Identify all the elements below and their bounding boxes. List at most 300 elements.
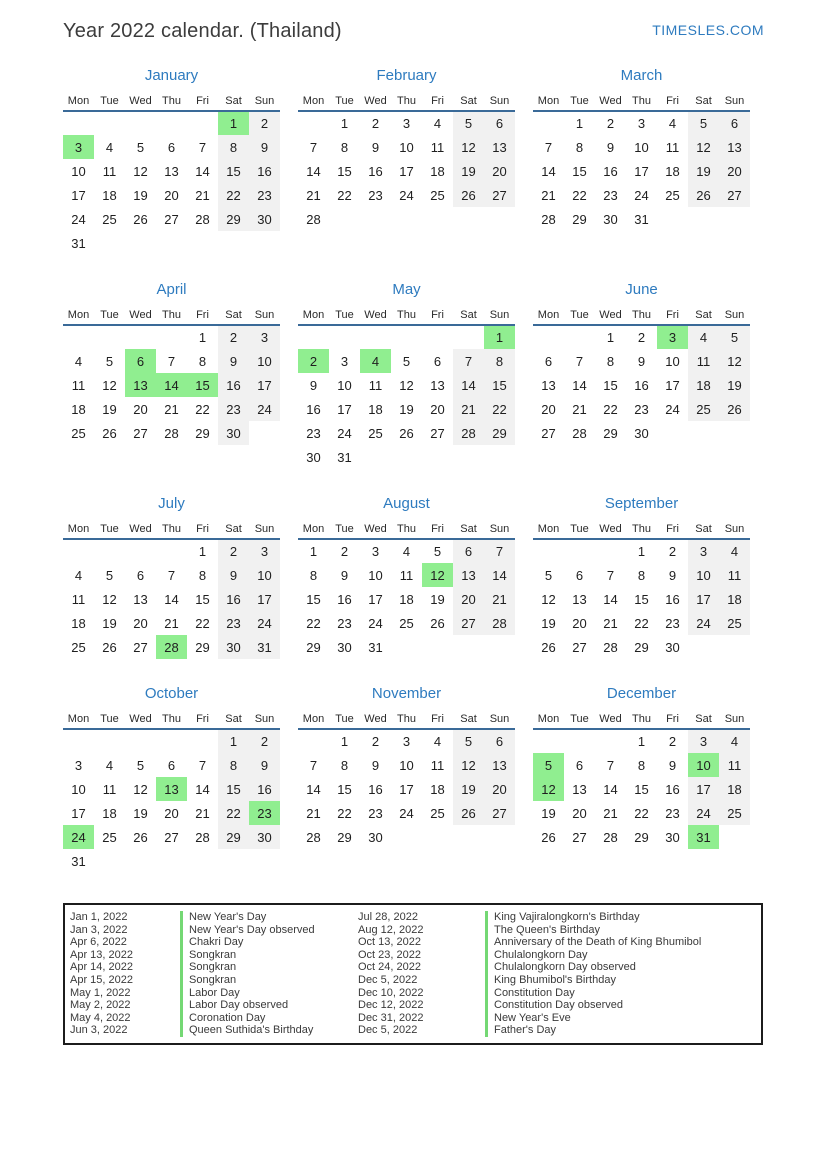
empty-cell [329,207,360,231]
day-cell: 23 [665,805,680,821]
empty-cell [453,207,484,231]
month-title[interactable]: July [158,495,185,512]
day-header: Sat [218,305,249,325]
month-grid [298,709,515,849]
page-header [63,16,764,43]
day-cell: 16 [218,373,249,397]
day-cell: 7 [484,539,515,563]
day-cell: 15 [337,163,352,179]
day-cell: 3 [657,325,688,349]
day-cell: 29 [195,639,210,655]
empty-cell [719,421,750,445]
day-cell: 9 [340,567,349,583]
day-cell: 7 [606,567,615,583]
day-cell: 1 [340,734,349,749]
day-cell: 8 [340,757,349,773]
month-grid [298,519,515,659]
day-cell: 26 [399,425,414,441]
empty-cell [391,825,422,849]
day-cell: 10 [688,753,719,777]
day-cell: 2 [218,325,249,349]
month-grid [533,91,750,231]
day-cell: 1 [218,729,249,753]
empty-cell [422,207,453,231]
day-header: Fri [422,519,453,539]
day-cell: 6 [484,729,515,753]
day-cell: 14 [453,373,484,397]
day-cell: 27 [572,639,587,655]
empty-cell [595,539,626,563]
day-cell: 25 [719,611,750,635]
day-header: Thu [391,519,422,539]
day-cell: 3 [74,757,83,773]
day-cell: 24 [337,425,352,441]
day-cell: 1 [309,544,318,559]
empty-cell [156,849,187,873]
day-cell: 9 [637,353,646,369]
day-cell: 14 [484,563,515,587]
day-cell: 12 [533,777,564,801]
empty-cell [719,635,750,659]
day-cell: 20 [133,615,148,631]
month-grid [533,709,750,849]
month-grid [298,305,515,469]
empty-cell [187,111,218,135]
day-cell: 14 [195,163,210,179]
day-cell: 2 [637,330,646,345]
day-header: Thu [626,91,657,111]
day-cell: 21 [306,805,321,821]
day-cell: 4 [402,544,411,559]
month-title[interactable]: September [604,495,679,512]
day-cell: 29 [484,421,515,445]
day-cell: 4 [74,353,83,369]
day-cell: 19 [102,615,117,631]
holiday-name: Constitution Day observed [485,999,761,1012]
holiday-name: Queen Suthida's Birthday [180,1024,358,1037]
day-cell: 6 [575,567,584,583]
day-cell: 22 [306,615,321,631]
day-header: Wed [595,709,626,729]
day-cell: 26 [133,211,148,227]
day-header: Mon [533,91,564,111]
day-cell: 26 [688,183,719,207]
day-header: Mon [63,305,94,325]
month-grid [63,519,280,659]
day-header: Thu [156,305,187,325]
months-grid [63,67,764,873]
month-september [533,495,750,659]
day-cell: 16 [249,777,280,801]
day-header: Fri [422,305,453,325]
day-header: Sat [688,519,719,539]
day-cell: 18 [71,615,86,631]
day-cell: 30 [603,211,618,227]
month-title[interactable]: November [371,685,442,702]
day-cell: 29 [634,639,649,655]
day-cell: 9 [371,139,380,155]
holiday-name: Anniversary of the Death of King Bhumibol [485,936,761,949]
day-cell: 19 [453,777,484,801]
day-cell: 4 [668,116,677,131]
day-cell: 11 [688,349,719,373]
day-cell: 4 [719,729,750,753]
day-cell: 8 [340,139,349,155]
day-cell: 12 [541,591,556,607]
day-cell: 13 [484,753,515,777]
month-title[interactable]: April [156,281,187,298]
month-title[interactable]: February [376,67,437,84]
day-cell: 10 [688,563,719,587]
day-cell: 18 [102,187,117,203]
day-cell: 10 [399,139,414,155]
empty-cell [564,729,595,753]
empty-cell [125,111,156,135]
day-cell: 30 [634,425,649,441]
day-header: Sun [719,91,750,111]
day-cell: 24 [399,187,414,203]
day-cell: 31 [249,635,280,659]
day-cell: 17 [71,805,86,821]
day-cell: 24 [63,825,94,849]
day-header: Sat [688,305,719,325]
day-cell: 5 [453,729,484,753]
site-link[interactable]: TIMESLES.COM [652,22,764,38]
day-cell: 5 [544,567,553,583]
holiday-name: Chulalongkorn Day [485,949,761,962]
day-header: Sat [688,709,719,729]
day-cell: 18 [399,591,414,607]
day-cell: 17 [71,187,86,203]
day-cell: 20 [453,587,484,611]
empty-cell [298,729,329,753]
empty-cell [484,635,515,659]
day-cell: 24 [71,211,86,227]
day-cell: 5 [533,753,564,777]
empty-cell [63,539,94,563]
day-cell: 22 [337,187,352,203]
day-cell: 19 [102,401,117,417]
day-header: Wed [595,91,626,111]
day-cell: 13 [484,135,515,159]
month-title[interactable]: March [620,67,663,84]
day-cell: 15 [603,377,618,393]
day-cell: 21 [603,615,618,631]
month-grid [63,709,280,873]
day-cell: 15 [195,591,210,607]
day-cell: 12 [453,753,484,777]
empty-cell [94,325,125,349]
day-cell: 18 [719,777,750,801]
day-header: Fri [187,91,218,111]
holiday-name: Chakri Day [180,936,358,949]
day-header: Thu [391,91,422,111]
day-cell: 23 [603,187,618,203]
day-cell: 4 [105,139,114,155]
empty-cell [453,445,484,469]
day-cell: 13 [430,377,445,393]
day-header: Tue [329,519,360,539]
day-cell: 8 [218,135,249,159]
day-cell: 5 [688,111,719,135]
day-cell: 16 [665,591,680,607]
day-cell: 7 [167,353,176,369]
holiday-name: King Vajiralongkorn's Birthday [485,911,761,924]
day-cell: 15 [634,591,649,607]
empty-cell [422,825,453,849]
day-cell: 5 [105,353,114,369]
day-header: Wed [360,91,391,111]
day-cell: 16 [634,377,649,393]
day-cell: 16 [249,159,280,183]
day-cell: 7 [198,139,207,155]
day-cell: 2 [371,734,380,749]
empty-cell [249,231,280,255]
holiday-date: Oct 24, 2022 [358,961,421,974]
day-cell: 20 [572,805,587,821]
day-header: Sun [484,305,515,325]
day-cell: 14 [306,163,321,179]
day-cell: 21 [453,397,484,421]
empty-cell [657,421,688,445]
empty-cell [453,325,484,349]
day-cell: 21 [195,187,210,203]
empty-cell [719,207,750,231]
empty-cell [125,849,156,873]
day-cell: 1 [198,330,207,345]
month-grid [298,91,515,231]
day-cell: 17 [249,587,280,611]
day-cell: 9 [249,135,280,159]
empty-cell [187,231,218,255]
day-cell: 22 [484,397,515,421]
day-header: Sat [453,305,484,325]
day-cell: 6 [544,353,553,369]
day-cell: 17 [688,777,719,801]
day-cell: 28 [195,211,210,227]
day-cell: 28 [603,639,618,655]
empty-cell [63,111,94,135]
day-cell: 3 [249,325,280,349]
month-november [298,685,515,849]
day-cell: 6 [453,539,484,563]
day-cell: 30 [249,825,280,849]
day-cell: 25 [719,801,750,825]
holiday-name: Songkran [180,949,358,962]
day-header: Fri [187,709,218,729]
day-header: Thu [156,91,187,111]
day-cell: 1 [198,544,207,559]
day-cell: 29 [337,829,352,845]
day-cell: 12 [719,349,750,373]
day-cell: 14 [164,591,179,607]
empty-cell [484,207,515,231]
day-cell: 30 [665,829,680,845]
empty-cell [688,421,719,445]
day-cell: 4 [433,734,442,749]
day-cell: 13 [541,377,556,393]
holiday-date: May 4, 2022 [70,1011,131,1024]
day-cell: 29 [634,829,649,845]
month-march [533,67,750,231]
day-header: Fri [187,519,218,539]
empty-cell [533,111,564,135]
day-cell: 10 [71,781,86,797]
month-title[interactable]: January [144,67,199,84]
day-cell: 24 [688,801,719,825]
day-header: Thu [626,305,657,325]
day-cell: 6 [575,757,584,773]
empty-cell [422,445,453,469]
day-cell: 2 [668,544,677,559]
day-cell: 20 [484,777,515,801]
day-header: Wed [125,305,156,325]
day-cell: 9 [218,349,249,373]
day-cell: 5 [136,757,145,773]
day-cell: 28 [453,421,484,445]
day-cell: 21 [541,187,556,203]
empty-cell [187,849,218,873]
day-cell: 30 [218,421,249,445]
day-cell: 28 [603,829,618,845]
month-title[interactable]: December [606,685,677,702]
day-cell: 18 [665,163,680,179]
day-cell: 11 [719,563,750,587]
day-cell: 13 [453,563,484,587]
day-cell: 24 [249,397,280,421]
day-cell: 30 [249,207,280,231]
day-cell: 7 [309,757,318,773]
day-cell: 2 [340,544,349,559]
day-cell: 2 [218,539,249,563]
day-cell: 9 [218,563,249,587]
day-cell: 18 [102,805,117,821]
holiday-date: Apr 14, 2022 [70,961,133,974]
day-cell: 21 [164,401,179,417]
day-cell: 18 [71,401,86,417]
holiday-name: Chulalongkorn Day observed [485,961,761,974]
day-header: Mon [298,519,329,539]
holiday-date: Oct 13, 2022 [358,936,421,949]
day-cell: 8 [198,567,207,583]
month-december [533,685,750,849]
day-cell: 23 [368,805,383,821]
day-cell: 15 [306,591,321,607]
day-cell: 17 [368,591,383,607]
day-cell: 16 [665,781,680,797]
day-header: Mon [63,709,94,729]
day-cell: 12 [399,377,414,393]
month-title[interactable]: June [625,281,658,298]
month-grid [533,305,750,445]
day-cell: 27 [430,425,445,441]
day-cell: 20 [164,805,179,821]
day-header: Sat [218,709,249,729]
day-cell: 15 [634,781,649,797]
month-august [298,495,515,659]
month-title[interactable]: October [144,685,199,702]
day-cell: 25 [102,829,117,845]
holiday-date: May 2, 2022 [70,999,131,1012]
empty-cell [156,325,187,349]
empty-cell [453,825,484,849]
day-cell: 5 [719,325,750,349]
day-cell: 13 [719,135,750,159]
day-cell: 11 [430,757,445,773]
day-header: Mon [298,709,329,729]
day-cell: 5 [136,139,145,155]
day-cell: 7 [309,139,318,155]
day-cell: 10 [665,353,680,369]
day-cell: 17 [337,401,352,417]
day-cell: 19 [719,373,750,397]
day-cell: 1 [606,330,615,345]
day-cell: 28 [541,211,556,227]
holiday-date: Apr 13, 2022 [70,948,133,961]
day-cell: 6 [167,757,176,773]
day-cell: 15 [218,159,249,183]
day-cell: 26 [719,397,750,421]
month-title[interactable]: August [383,495,430,512]
day-cell: 12 [102,591,117,607]
holiday-date: Dec 31, 2022 [358,1011,424,1024]
day-cell: 7 [198,757,207,773]
month-october [63,685,280,873]
day-cell: 6 [433,353,442,369]
day-cell: 19 [430,591,445,607]
day-cell: 26 [133,829,148,845]
day-cell: 10 [337,377,352,393]
day-cell: 29 [218,207,249,231]
day-cell: 9 [371,757,380,773]
day-cell: 27 [572,829,587,845]
day-header: Fri [657,91,688,111]
empty-cell [391,207,422,231]
day-cell: 10 [249,349,280,373]
day-cell: 4 [74,567,83,583]
day-header: Thu [156,709,187,729]
day-cell: 19 [541,615,556,631]
day-cell: 14 [195,781,210,797]
day-cell: 28 [164,425,179,441]
day-cell: 9 [668,567,677,583]
day-header: Fri [187,305,218,325]
day-cell: 24 [665,401,680,417]
day-cell: 29 [195,425,210,441]
day-cell: 25 [399,615,414,631]
day-cell: 27 [484,183,515,207]
day-header: Tue [564,91,595,111]
empty-cell [94,231,125,255]
day-cell: 15 [337,781,352,797]
day-cell: 12 [102,377,117,393]
day-header: Sun [249,91,280,111]
day-cell: 13 [164,163,179,179]
day-cell: 3 [688,539,719,563]
empty-cell [94,539,125,563]
day-header: Tue [94,519,125,539]
holidays-box [63,903,763,1045]
day-cell: 13 [156,777,187,801]
month-title[interactable]: May [392,281,421,298]
day-header: Wed [360,519,391,539]
empty-cell [156,231,187,255]
day-cell: 28 [306,211,321,227]
day-cell: 9 [249,753,280,777]
empty-cell [564,325,595,349]
day-header: Fri [422,709,453,729]
day-header: Thu [156,519,187,539]
